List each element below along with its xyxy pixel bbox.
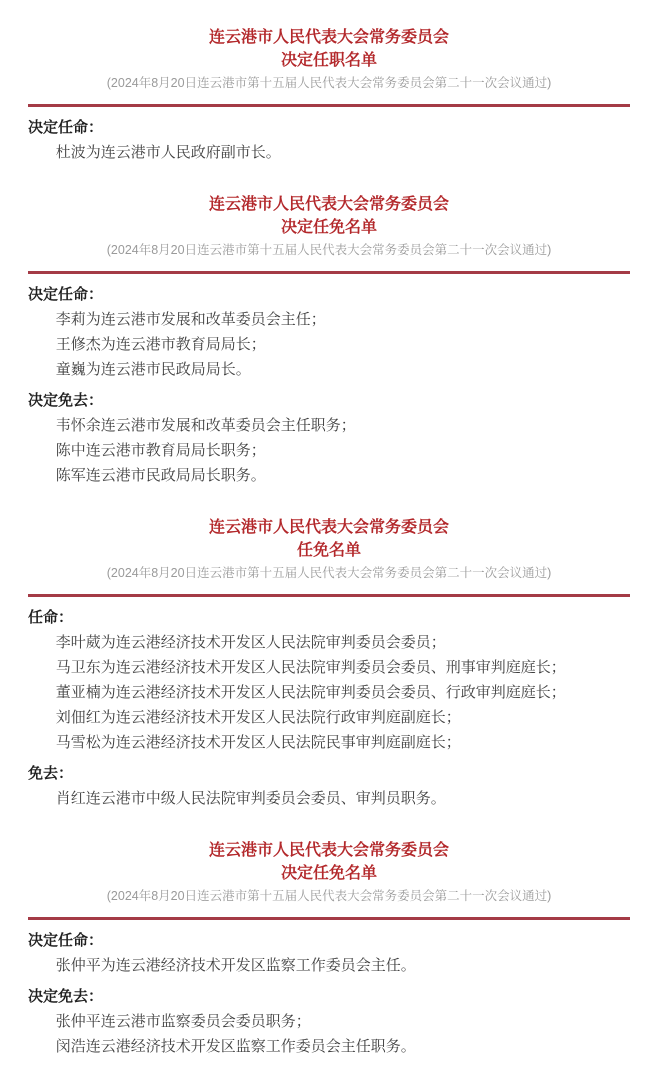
appointment-item: 陈中连云港市教育局局长职务； bbox=[55, 442, 266, 459]
action-block bbox=[28, 987, 630, 1057]
divider-rule bbox=[28, 104, 630, 107]
appointment-item: 张仲平为连云港经济技术开发区监察工作委员会主任。 bbox=[55, 957, 416, 974]
action-heading: 免去： bbox=[28, 765, 74, 782]
meeting-note: (2024年8月20日连云港市第十五届人民代表大会常务委员会第二十一次会议通过) bbox=[106, 889, 552, 903]
notice-section-3 bbox=[28, 516, 630, 809]
appointment-item: 张仲平连云港市监察委员会委员职务； bbox=[55, 1013, 311, 1030]
action-block bbox=[28, 118, 630, 163]
action-heading: 决定免去： bbox=[28, 392, 104, 409]
action-heading: 决定任命： bbox=[28, 286, 104, 303]
action-heading: 决定免去： bbox=[28, 988, 104, 1005]
meeting-note: (2024年8月20日连云港市第十五届人民代表大会常务委员会第二十一次会议通过) bbox=[106, 566, 552, 580]
meeting-note: (2024年8月20日连云港市第十五届人民代表大会常务委员会第二十一次会议通过) bbox=[106, 243, 552, 257]
doc-title: 决定任免名单 bbox=[280, 219, 377, 236]
appointment-item: 王修杰为连云港市教育局局长； bbox=[55, 336, 266, 353]
appointment-item: 杜波为连云港市人民政府副市长。 bbox=[55, 144, 281, 161]
action-block bbox=[28, 764, 630, 809]
notice-section-4 bbox=[28, 839, 630, 1057]
action-block bbox=[28, 285, 630, 380]
divider-rule bbox=[28, 917, 630, 920]
action-block bbox=[28, 931, 630, 976]
action-heading: 任命： bbox=[28, 609, 74, 626]
doc-title: 任免名单 bbox=[296, 542, 361, 559]
appointment-item: 董亚楠为连云港经济技术开发区人民法院审判委员会委员、行政审判庭庭长； bbox=[55, 684, 566, 701]
doc-title: 决定任职名单 bbox=[280, 52, 377, 69]
appointment-item: 韦怀余连云港市发展和改革委员会主任职务； bbox=[55, 417, 356, 434]
org-title: 连云港市人民代表大会常务委员会 bbox=[208, 842, 449, 859]
meeting-note: (2024年8月20日连云港市第十五届人民代表大会常务委员会第二十一次会议通过) bbox=[106, 76, 552, 90]
appointment-item: 马雪松为连云港经济技术开发区人民法院民事审判庭副庭长； bbox=[55, 734, 461, 751]
action-block bbox=[28, 391, 630, 486]
appointment-item: 肖红连云港市中级人民法院审判委员会委员、审判员职务。 bbox=[55, 790, 446, 807]
org-title: 连云港市人民代表大会常务委员会 bbox=[208, 29, 449, 46]
doc-title: 决定任免名单 bbox=[280, 865, 377, 882]
appointment-item: 李莉为连云港市发展和改革委员会主任； bbox=[55, 311, 326, 328]
appointment-item: 陈军连云港市民政局局长职务。 bbox=[55, 467, 266, 484]
notice-section-2 bbox=[28, 193, 630, 486]
appointment-item: 闵浩连云港经济技术开发区监察工作委员会主任职务。 bbox=[55, 1038, 416, 1055]
appointment-item: 马卫东为连云港经济技术开发区人民法院审判委员会委员、刑事审判庭庭长； bbox=[55, 659, 566, 676]
org-title: 连云港市人民代表大会常务委员会 bbox=[208, 519, 449, 536]
action-block bbox=[28, 608, 630, 753]
notice-section-1 bbox=[28, 26, 630, 163]
action-heading: 决定任命： bbox=[28, 119, 104, 136]
appointment-item: 李叶葳为连云港经济技术开发区人民法院审判委员会委员； bbox=[55, 634, 446, 651]
appointment-item: 刘佃红为连云港经济技术开发区人民法院行政审判庭副庭长； bbox=[55, 709, 461, 726]
divider-rule bbox=[28, 594, 630, 597]
appointment-item: 童巍为连云港市民政局局长。 bbox=[55, 361, 251, 378]
org-title: 连云港市人民代表大会常务委员会 bbox=[208, 196, 449, 213]
action-heading: 决定任命： bbox=[28, 932, 104, 949]
divider-rule bbox=[28, 271, 630, 274]
